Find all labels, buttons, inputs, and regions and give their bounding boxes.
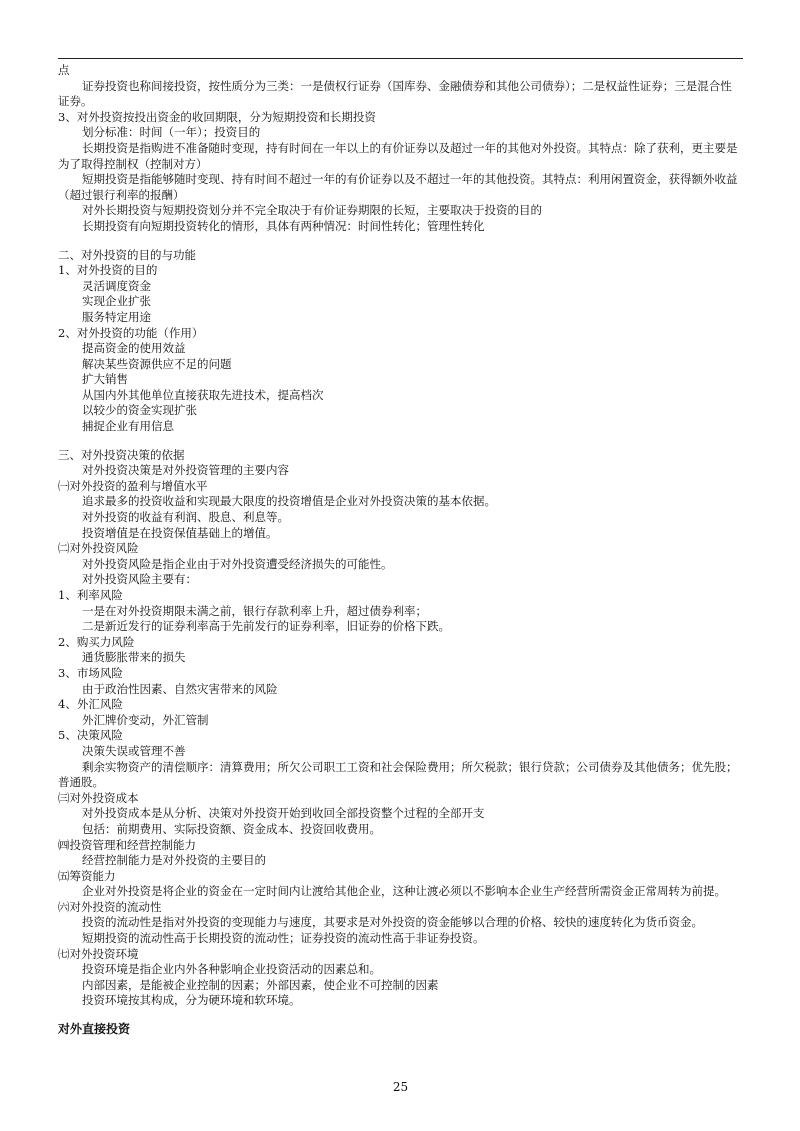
text-line: 对外投资风险主要有： bbox=[82, 572, 197, 587]
text-line: 从国内外其他单位直接获取先进技术，提高档次 bbox=[82, 387, 324, 402]
section-heading: 对外直接投资 bbox=[58, 1022, 131, 1037]
text-line: 以较少的资金实现扩张 bbox=[82, 403, 197, 418]
spacer bbox=[58, 235, 743, 248]
heading-line: 2、购买力风险 bbox=[58, 634, 135, 649]
heading-line: 1、对外投资的目的 bbox=[58, 263, 158, 278]
heading-line: ㈥对外投资的流动性 bbox=[58, 899, 162, 914]
text-line: 投资增值是在投资保值基础上的增值。 bbox=[82, 525, 278, 540]
text-line: 解决某些资源供应不足的问题 bbox=[82, 356, 232, 371]
text-line: 长期投资有向短期投资转化的情形，具体有两种情况：时间性转化；管理性转化 bbox=[82, 218, 485, 233]
text-line: 证券投资也称间接投资，按性质分为三类：一是债权行证券（国库券、金融债券和其他公司债券）；二是权益性证券；三是混合性证券。 bbox=[58, 78, 732, 109]
heading-line: 三、对外投资决策的依据 bbox=[58, 447, 185, 462]
text-line: 外汇牌价变动，外汇管制 bbox=[82, 712, 209, 727]
text-line: 短期投资是指能够随时变现、持有时间不超过一年的有价证券以及不超过一年的其他投资。其特点：利用闲置资金，获得额外收益（超过银行利率的报酬） bbox=[58, 172, 738, 202]
heading-line: 5、决策风险 bbox=[58, 728, 123, 743]
heading-line: 1、利率风险 bbox=[58, 588, 123, 602]
text-line: 划分标准：时间（一年）；投资目的 bbox=[82, 125, 261, 140]
heading-line: ㈡对外投资风险 bbox=[58, 541, 139, 556]
text-line: 包括：前期费用、实际投资额、资金成本、投资回收费用。 bbox=[82, 821, 381, 836]
text-line: 二是新近发行的证券利率高于先前发行的证券利率，旧证券的价格下跌。 bbox=[82, 619, 450, 634]
heading-line: 3、市场风险 bbox=[58, 665, 123, 680]
text-line: 捕捉企业有用信息 bbox=[82, 419, 174, 434]
heading-line: 2、对外投资的功能（作用） bbox=[58, 325, 204, 340]
heading-line: ㈠对外投资的盈利与增值水平 bbox=[58, 478, 208, 493]
text-line: 剩余实物资产的清偿顺序：清算费用；所欠公司职工工资和社会保险费用；所欠税款；银行贷款；公司债券及其他债务；优先股；普通股。 bbox=[58, 759, 738, 790]
heading-line: 4、外汇风险 bbox=[58, 697, 123, 712]
text-line: 服务特定用途 bbox=[82, 309, 151, 324]
text-line: 一是在对外投资期限未满之前，银行存款利率上升，超过债券利率； bbox=[82, 603, 427, 618]
text-line: 对外投资决策是对外投资管理的主要内容 bbox=[82, 463, 289, 478]
text-line: 投资的流动性是指对外投资的变现能力与速度，其要求是对外投资的资金能够以合理的价格、较快的速度转化为货币资金。 bbox=[82, 915, 703, 930]
text-line: 长期投资是指购进不准备随时变现，持有时间在一年以上的有价证券以及超过一年的其他对外投资。其特点：除了获利，更主要是为了取得控制权（控制对方） bbox=[58, 140, 738, 171]
header-rule bbox=[58, 58, 743, 59]
text-line: 实现企业扩张 bbox=[82, 294, 151, 309]
heading-line: ㈣投资管理和经营控制能力 bbox=[58, 837, 196, 852]
text-line: 对外投资风险是指企业由于对外投资遭受经济损失的可能性。 bbox=[82, 556, 393, 571]
text-line: 对外投资的收益有利润、股息、利息等。 bbox=[82, 510, 289, 525]
heading-line: ㈦对外投资环境 bbox=[58, 946, 139, 961]
text-line: 短期投资的流动性高于长期投资的流动性；证券投资的流动性高于非证券投资。 bbox=[82, 931, 485, 946]
heading-line: 点 bbox=[58, 63, 70, 77]
text-line: 决策失误或管理不善 bbox=[82, 743, 186, 758]
spacer bbox=[58, 435, 743, 448]
text-line: 投资环境是指企业内外各种影响企业投资活动的因素总和。 bbox=[82, 962, 381, 977]
text-line: 扩大销售 bbox=[82, 372, 128, 387]
heading-line: 二、对外投资的目的与功能 bbox=[58, 247, 196, 262]
heading-line: ㈢对外投资成本 bbox=[58, 790, 139, 805]
text-line: 对外长期投资与短期投资划分并不完全取决于有价证券期限的长短，主要取决于投资的目的 bbox=[82, 203, 542, 218]
text-line: 企业对外投资是将企业的资金在一定时间内让渡给其他企业，这种让渡必须以不影响本企业生产经营所需资金正常周转为前提。 bbox=[82, 884, 726, 899]
heading-line: 3、对外投资按投出资金的收回期限，分为短期投资和长期投资 bbox=[58, 109, 376, 124]
page-number: 25 bbox=[392, 1080, 409, 1094]
spacer bbox=[58, 1009, 743, 1022]
text-line: 投资环境按其构成，分为硬环境和软环境。 bbox=[82, 993, 301, 1008]
text-line: 追求最多的投资收益和实现最大限度的投资增值是企业对外投资决策的基本依据。 bbox=[82, 494, 496, 509]
text-line: 由于政治性因素、自然灾害带来的风险 bbox=[82, 681, 278, 696]
text-line: 对外投资成本是从分析、决策对外投资开始到收回全部投资整个过程的全部开支 bbox=[82, 806, 485, 821]
text-line: 经营控制能力是对外投资的主要目的 bbox=[82, 853, 266, 868]
text-line: 内部因素，是能被企业控制的因素；外部因素，使企业不可控制的因素 bbox=[82, 977, 439, 992]
document-page bbox=[58, 0, 743, 1131]
document-body bbox=[58, 63, 743, 1038]
text-line: 灵活调度资金 bbox=[82, 278, 151, 293]
text-line: 提高资金的使用效益 bbox=[82, 341, 186, 356]
heading-line: ㈤筹资能力 bbox=[58, 868, 116, 883]
text-line: 通货膨胀带来的损失 bbox=[82, 650, 186, 665]
